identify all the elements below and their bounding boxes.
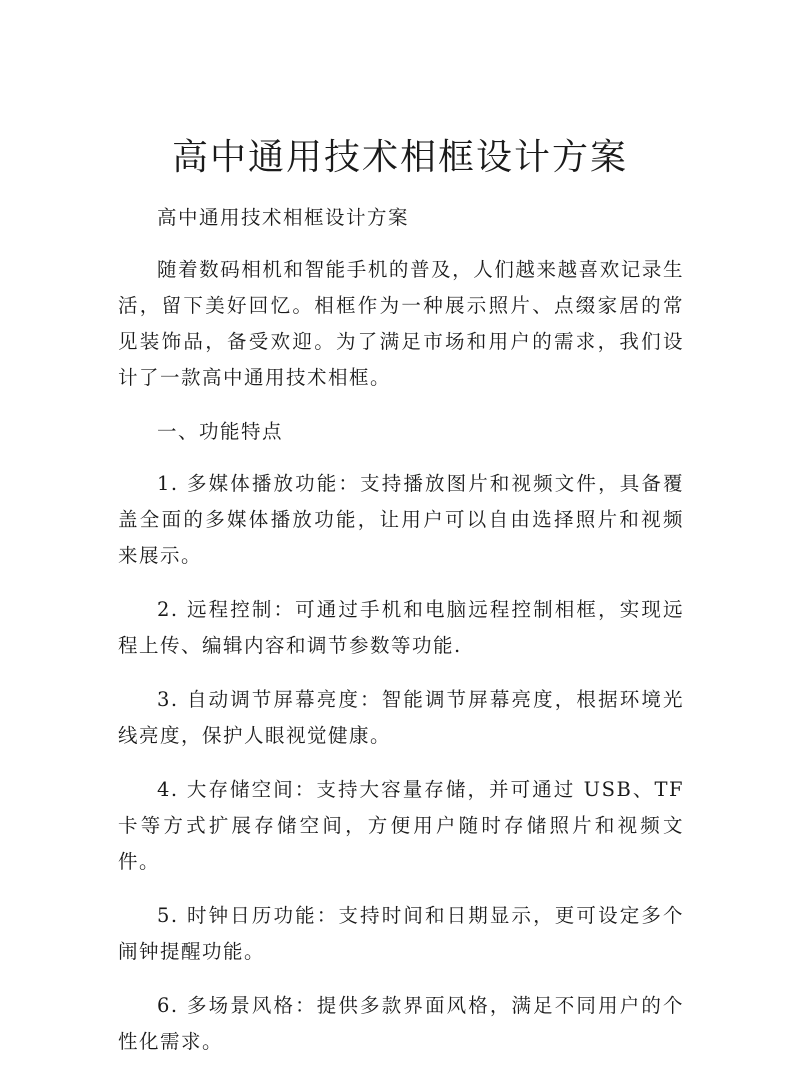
feature-item-clock-calendar: 5. 时钟日历功能：支持时间和日期显示，更可设定多个闹钟提醒功能。 [118,904,684,963]
document-title: 高中通用技术相框设计方案 [171,137,628,178]
feature-item-themes: 6. 多场景风格：提供多款界面风格，满足不同用户的个性化需求。 [118,994,684,1053]
document-body [118,200,684,1078]
intro-paragraph: 随着数码相机和智能手机的普及，人们越来越喜欢记录生活，留下美好回忆。相框作为一种展示照片、点缀家居的常见装饰品，备受欢迎。为了满足市场和用户的需求，我们设计了一款高中通用技术相框。 [118,258,684,389]
feature-item-brightness: 3. 自动调节屏幕亮度：智能调节屏幕亮度，根据环境光线亮度，保护人眼视觉健康。 [118,688,684,747]
feature-item-multimedia: 1. 多媒体播放功能：支持播放图片和视频文件，具备覆盖全面的多媒体播放功能，让用户可以自由选择照片和视频来展示。 [118,472,684,567]
section-heading-features: 一、功能特点 [157,420,284,443]
subtitle-paragraph: 高中通用技术相框设计方案 [157,206,410,229]
feature-item-storage: 4. 大存储空间：支持大容量存储，并可通过 USB、TF 卡等方式扩展存储空间，方便用户随时存储照片和视频文件。 [118,778,684,873]
feature-item-remote-control: 2. 远程控制：可通过手机和电脑远程控制相框，实现远程上传、编辑内容和调节参数等功能. [118,598,684,657]
